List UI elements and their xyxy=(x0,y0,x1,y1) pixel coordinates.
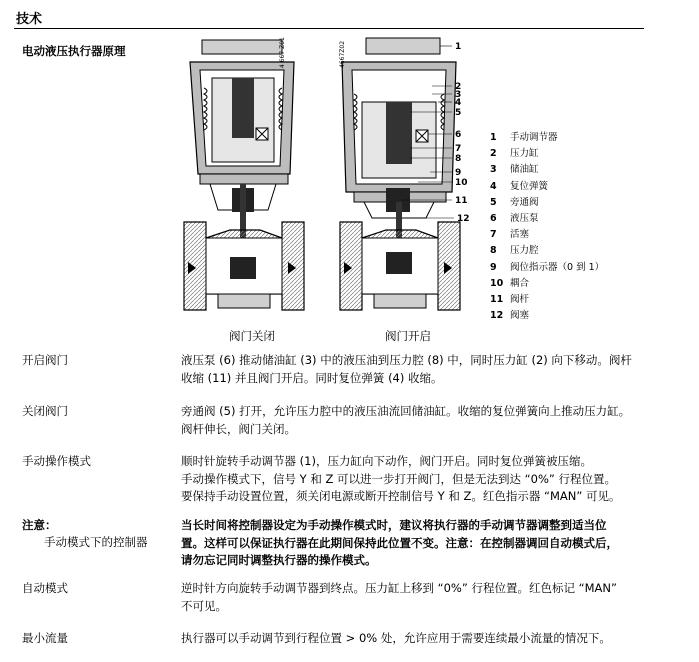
desc-line: 阀杆伸长，阀门关闭。 xyxy=(181,421,296,436)
legend-num: 11 xyxy=(490,293,504,305)
legend-num: 6 xyxy=(490,212,497,224)
drawing-code-right: 4667Z02 xyxy=(339,40,346,68)
callout-7: 7 xyxy=(455,144,462,154)
row-label-manual-mode: 手动操作模式 xyxy=(22,454,91,468)
desc-line: 逆时针方向旋转手动调节器到终点。压力缸上移到 “0%” 行程位置。红色标记 “MAN” xyxy=(181,581,617,595)
desc-line: 旁通阀 (5) 打开，允许压力腔中的液压油流回储油缸。收缩的复位弹簧向上推动压力缸。 xyxy=(181,404,631,418)
desc-line: 手动操作模式下，信号 Y 和 Z 可以进一步打开阀门，但是无法到达 “0%” 行程位置。 xyxy=(181,471,616,486)
callout-6: 6 xyxy=(455,130,462,140)
legend-item xyxy=(490,227,690,243)
callout-12: 12 xyxy=(457,214,470,224)
row-label-open-valve: 开启阀门 xyxy=(22,353,68,367)
legend-num: 3 xyxy=(490,164,497,176)
legend-num: 9 xyxy=(490,261,497,273)
row-label-note: 注意： xyxy=(22,518,57,532)
legend-item xyxy=(490,130,690,146)
legend-item xyxy=(490,179,690,195)
legend-label: 阀杆 xyxy=(510,293,530,305)
row-sublabel-note: 手动模式下的控制器 xyxy=(44,535,148,549)
caption-closed: 阀门关闭 xyxy=(229,329,275,343)
row-desc-min-flow xyxy=(181,630,651,648)
desc-line: 要保持手动设置位置，须关闭电源或断开控制信号 Y 和 Z。红色指示器 “MAN” 可见。 xyxy=(181,489,621,503)
legend-item xyxy=(490,146,690,162)
legend-label: 压力腔 xyxy=(510,245,539,257)
legend-num: 7 xyxy=(490,229,497,241)
legend-num: 2 xyxy=(490,148,497,160)
row-desc-close-valve xyxy=(181,403,651,438)
legend-label: 液压泵 xyxy=(510,212,539,224)
legend-item xyxy=(490,276,690,292)
legend-num: 4 xyxy=(490,180,497,192)
row-desc-open-valve xyxy=(181,352,651,387)
legend-item xyxy=(490,162,690,178)
legend-label: 压力缸 xyxy=(510,148,539,160)
desc-line: 执行器可以手动调节到行程位置 > 0% 处，允许应用于需要连续最小流量的情况下。 xyxy=(181,631,611,645)
parts-legend xyxy=(490,130,690,324)
legend-label: 阀位指示器（0 到 1） xyxy=(510,261,605,273)
row-label-min-flow: 最小流量 xyxy=(22,631,68,645)
callout-8: 8 xyxy=(455,154,462,164)
desc-line: 收缩 (11) 并且阀门开启。同时复位弹簧 (4) 收缩。 xyxy=(181,370,443,385)
row-desc-auto-mode xyxy=(181,580,651,615)
callout-4: 4 xyxy=(455,98,462,108)
callout-11: 11 xyxy=(455,196,468,206)
legend-item xyxy=(490,308,690,324)
caption-open: 阀门开启 xyxy=(385,329,431,343)
legend-item xyxy=(490,195,690,211)
callout-3: 3 xyxy=(455,90,462,100)
callout-9: 9 xyxy=(455,168,462,178)
legend-num: 5 xyxy=(490,196,497,208)
section-heading: 电动液压执行器原理 xyxy=(22,44,126,58)
legend-item xyxy=(490,260,690,276)
row-label-close-valve: 关闭阀门 xyxy=(22,404,68,418)
header-rule xyxy=(14,28,644,29)
callout-2: 2 xyxy=(455,82,462,92)
row-desc-note xyxy=(181,517,651,570)
legend-item xyxy=(490,292,690,308)
legend-num: 1 xyxy=(490,132,497,143)
desc-line: 当长时间将控制器设定为手动操作模式时，建议将执行器的手动调节器调整到适当位 xyxy=(181,518,607,532)
desc-line: 请勿忘记同时调整执行器的操作模式。 xyxy=(181,553,377,567)
desc-line: 置。这样可以保证执行器在此期间保持此位置不变。注意：在控制器调回自动模式后， xyxy=(181,535,618,550)
legend-label: 旁通阀 xyxy=(510,196,539,208)
actuator-diagram xyxy=(170,32,480,362)
legend-label: 复位弹簧 xyxy=(510,180,549,192)
callout-5: 5 xyxy=(455,108,462,118)
valve-closed-drawing xyxy=(184,37,304,310)
callout-10: 10 xyxy=(455,178,468,188)
legend-item xyxy=(490,243,690,259)
legend-num: 8 xyxy=(490,245,497,257)
desc-line: 顺时针旋转手动调节器 (1)，压力缸向下动作，阀门开启。同时复位弹簧被压缩。 xyxy=(181,454,592,468)
desc-line: 不可见。 xyxy=(181,598,227,613)
row-label-auto-mode: 自动模式 xyxy=(22,581,68,595)
drawing-code-left: 4 667 Z01 xyxy=(279,37,286,68)
legend-num: 10 xyxy=(490,277,504,289)
legend-num: 12 xyxy=(490,310,504,322)
callout-1: 1 xyxy=(455,42,462,52)
row-desc-manual-mode xyxy=(181,453,651,506)
legend-label: 活塞 xyxy=(510,229,530,241)
legend-label: 阀塞 xyxy=(510,310,530,322)
desc-line: 液压泵 (6) 推动储油缸 (3) 中的液压油到压力腔 (8) 中，同时压力缸 (2) 向下移动。阀杆 xyxy=(181,353,632,367)
valve-open-drawing xyxy=(339,38,460,310)
legend-item xyxy=(490,211,690,227)
legend-label: 手动调节器 xyxy=(510,132,558,143)
legend-label: 储油缸 xyxy=(510,164,539,176)
legend-label: 耦合 xyxy=(510,277,530,289)
header-title: 技术 xyxy=(16,12,43,27)
